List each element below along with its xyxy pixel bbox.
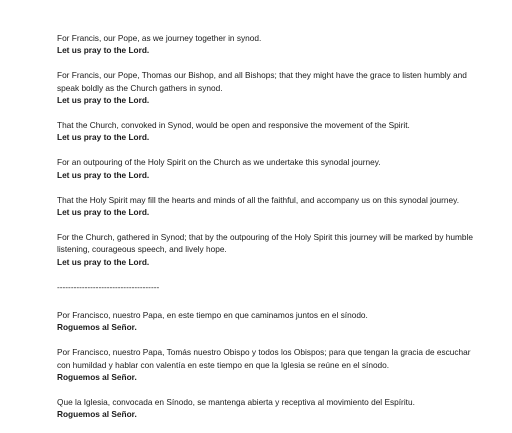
petition-en-5 bbox=[57, 194, 477, 218]
petition-en-2 bbox=[57, 69, 477, 106]
petition-en-6 bbox=[57, 231, 477, 268]
petition-intention: For an outpouring of the Holy Spirit on the Church as we undertake this synodal journey. bbox=[57, 157, 381, 168]
petition-response: Let us pray to the Lord. bbox=[57, 169, 150, 180]
petition-en-1 bbox=[57, 32, 477, 56]
petition-response: Roguemos al Señor. bbox=[57, 409, 137, 420]
petition-intention: Por Francisco, nuestro Papa, Tomás nuestro Obispo y todos los Obispos; para que tengan la gracia de escuchar con humildad y hablar con valentía en este tiempo en que la Iglesia se reúne en el sínodo. bbox=[57, 347, 471, 370]
petition-response: Let us pray to the Lord. bbox=[57, 256, 150, 267]
petition-en-4 bbox=[57, 156, 477, 180]
petition-en-3 bbox=[57, 119, 477, 143]
petition-response: Let us pray to the Lord. bbox=[57, 94, 150, 105]
petition-intention: For Francis, our Pope, Thomas our Bishop, and all Bishops; that they might have the grace to listen humbly and speak boldly as the Church gathers in synod. bbox=[57, 70, 467, 93]
petition-intention: For the Church, gathered in Synod; that by the outpouring of the Holy Spirit this journey will be marked by humble listening, courageous speech, and lively hope. bbox=[57, 232, 473, 255]
petition-response: Let us pray to the Lord. bbox=[57, 132, 150, 143]
petition-intention: Que la Iglesia, convocada en Sínodo, se mantenga abierta y receptiva al movimiento del Espíritu. bbox=[57, 397, 415, 408]
petition-intention: That the Holy Spirit may fill the hearts and minds of all the faithful, and accompany us on this synodal journey. bbox=[57, 194, 459, 205]
petition-response: Let us pray to the Lord. bbox=[57, 207, 150, 218]
petition-es-2 bbox=[57, 346, 477, 383]
petition-response: Let us pray to the Lord. bbox=[57, 45, 150, 56]
petitions-content bbox=[57, 32, 477, 433]
petition-intention: Por Francisco, nuestro Papa, en este tiempo en que caminamos juntos en el sínodo. bbox=[57, 310, 368, 321]
petition-intention: That the Church, convoked in Synod, would be open and responsive the movement of the Spirit. bbox=[57, 120, 410, 131]
petition-es-1 bbox=[57, 309, 477, 333]
petition-intention: For Francis, our Pope, as we journey together in synod. bbox=[57, 33, 262, 43]
petition-response: Roguemos al Señor. bbox=[57, 371, 137, 382]
petition-response: Roguemos al Señor. bbox=[57, 322, 137, 333]
petition-es-3 bbox=[57, 396, 477, 420]
section-separator: ------------------------------------- bbox=[57, 281, 160, 292]
